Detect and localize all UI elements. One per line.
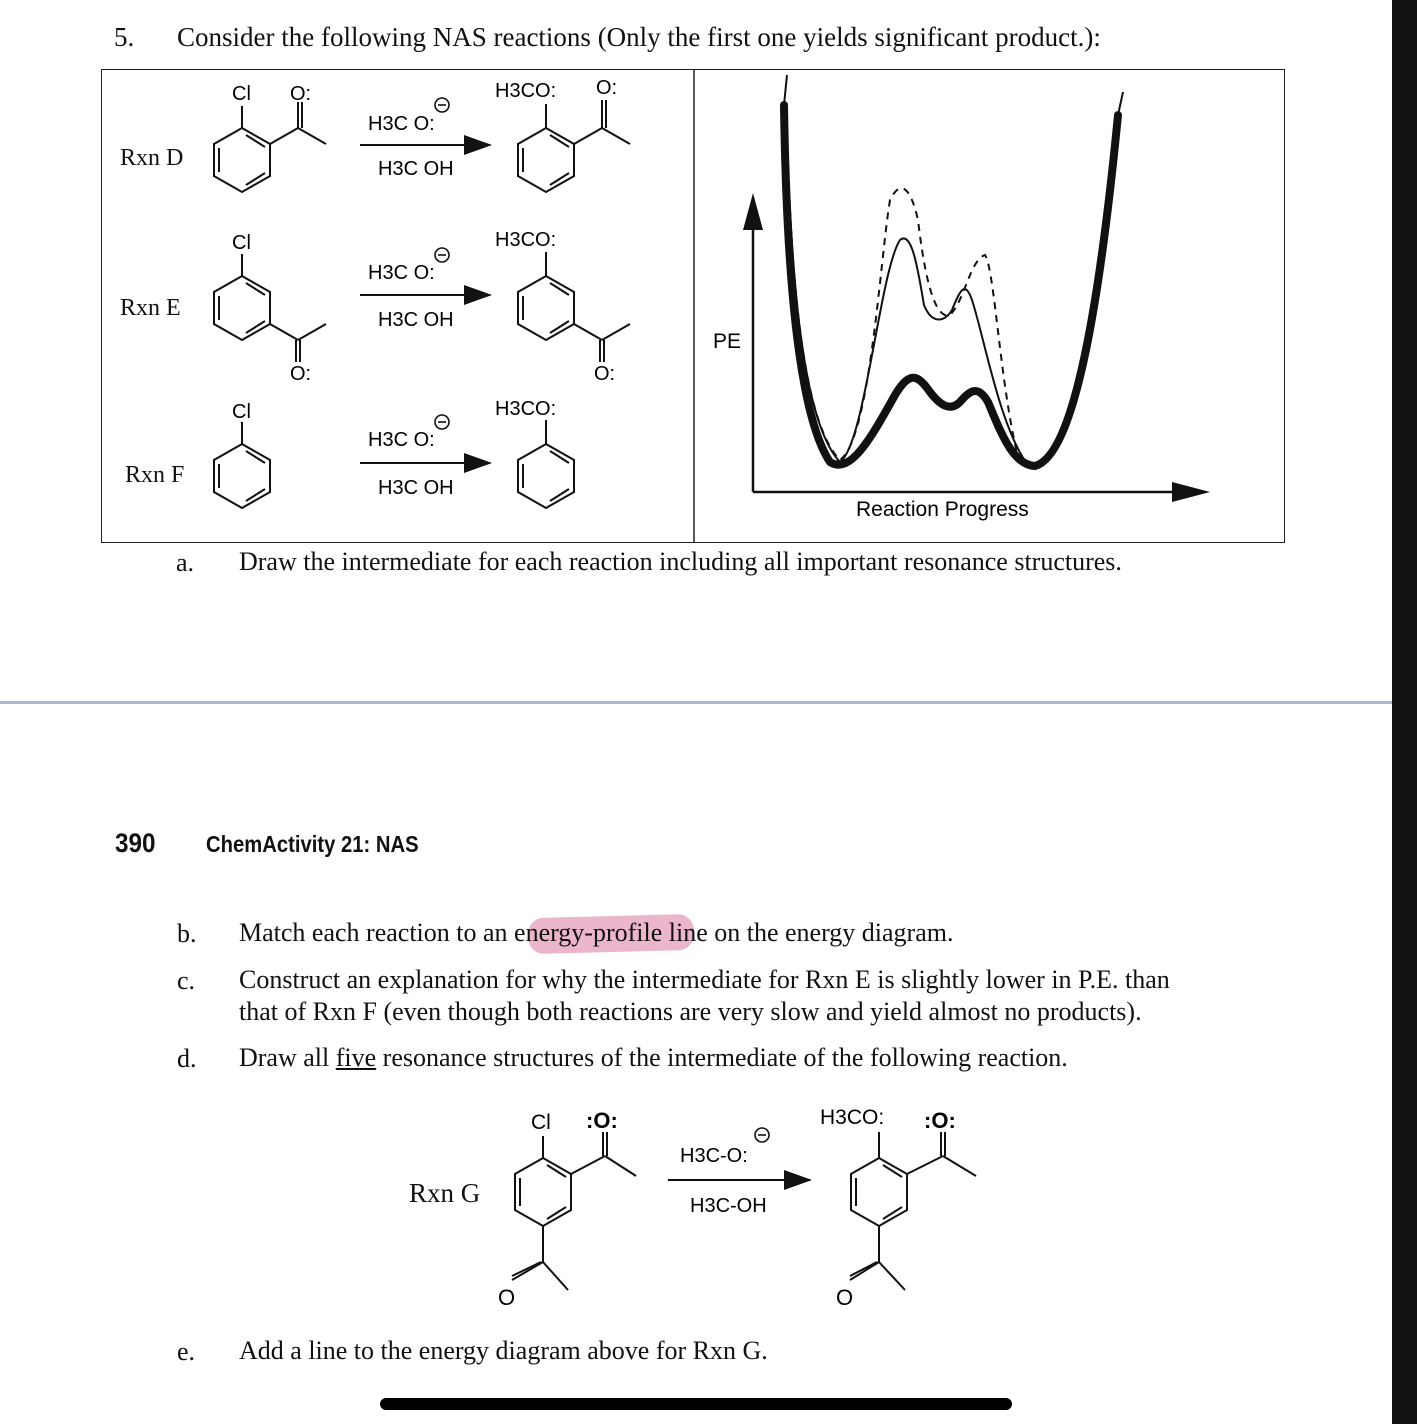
part-c-line1: Construct an explanation for why the intermediate for Rxn E is slightly lower in P.E. than — [239, 965, 1170, 994]
question-number: 5. — [114, 22, 135, 52]
pe-axis-arrowhead — [743, 193, 763, 230]
part-d-letter: d. — [177, 1044, 197, 1073]
rxn-e-reactant — [214, 254, 326, 362]
part-a-text: Draw the intermediate for each reaction including all important resonance structures. — [239, 547, 1122, 576]
rxn-e-reagent-top: H3C O: — [368, 262, 435, 284]
part-d-post: resonance structures of the intermediate of the following reaction. — [376, 1043, 1068, 1072]
rxn-d-product-ome: H3CO: — [495, 80, 557, 102]
part-d-underlined: five — [335, 1043, 377, 1072]
energy-line-tail-left — [784, 75, 787, 105]
rxn-d-product — [518, 100, 630, 192]
part-c-letter: c. — [177, 966, 196, 995]
rxn-e-reagent-bottom: H3C OH — [378, 309, 454, 331]
energy-diagram — [713, 75, 1210, 521]
page-number: 390 — [115, 828, 156, 858]
rxn-f-charge — [435, 415, 449, 429]
rxn-d-product-carbonyl: O: — [596, 77, 618, 99]
rxn-g-product-ome: H3CO: — [820, 1106, 885, 1129]
rxn-g-reagent-bottom: H3C-OH — [690, 1195, 767, 1217]
rxn-f-reactant — [214, 422, 270, 508]
part-b-text: Match each reaction to an energy-profile line on the energy diagram. — [239, 918, 954, 947]
part-a-letter: a. — [176, 548, 195, 577]
rxn-e-cl: Cl — [232, 232, 251, 254]
rxn-d-reagent-bottom: H3C OH — [378, 158, 454, 180]
part-b-letter: b. — [177, 919, 197, 948]
rxn-e-product-ome: H3CO: — [495, 229, 557, 251]
rxn-g-label: Rxn G — [409, 1178, 481, 1208]
rxn-g-product-lower-carbonyl: O — [836, 1285, 854, 1310]
part-c-line2: that of Rxn F (even though both reactions are very slow and yield almost no products). — [239, 997, 1142, 1026]
running-title: ChemActivity 21: NAS — [206, 831, 419, 857]
rxn-e-product — [518, 252, 630, 362]
rxn-g-reagent-top: H3C-O: — [680, 1145, 748, 1167]
rxn-g-product — [850, 1132, 976, 1290]
rxn-e-carbonyl: O: — [290, 363, 312, 385]
rxn-f-cl: Cl — [232, 401, 251, 423]
energy-line-tail-right — [1118, 92, 1123, 115]
pe-axis-label: PE — [713, 330, 742, 353]
rxn-f-label: Rxn F — [125, 462, 185, 488]
rxn-d-reactant — [214, 102, 326, 192]
part-e-letter: e. — [177, 1337, 196, 1366]
rxn-e-charge — [435, 248, 449, 262]
part-d-text — [239, 1042, 1068, 1074]
rxn-d-reagent-top: H3C O: — [368, 113, 435, 135]
rxn-e-label: Rxn E — [120, 295, 181, 321]
rxn-g-charge — [755, 1128, 769, 1142]
rxn-d-cl: Cl — [232, 83, 251, 105]
rxn-d-label: Rxn D — [120, 145, 184, 171]
rxn-f-product — [518, 420, 574, 508]
rxn-d-charge — [435, 98, 449, 112]
energy-line-dashed — [786, 105, 1020, 465]
rxn-e-product-carbonyl: O: — [594, 363, 616, 385]
rxn-g-reactant — [512, 1132, 636, 1290]
rxn-g-carbonyl: :O: — [586, 1108, 618, 1133]
rxn-f-reagent-top: H3C O: — [368, 429, 435, 451]
energy-line-bold — [784, 105, 1118, 466]
part-d-pre: Draw all — [239, 1043, 336, 1072]
question-prompt: Consider the following NAS reactions (Only the first one yields significant product.): — [177, 22, 1101, 52]
rxn-g-product-carbonyl: :O: — [924, 1108, 956, 1133]
page-divider — [0, 701, 1392, 704]
rxn-g-lower-carbonyl: O — [498, 1285, 516, 1310]
rxn-f-reagent-bottom: H3C OH — [378, 477, 454, 499]
rxn-g-cl: Cl — [531, 1111, 551, 1134]
progress-axis-label: Reaction Progress — [856, 498, 1029, 521]
home-indicator[interactable] — [380, 1398, 1012, 1410]
rxn-f-product-ome: H3CO: — [495, 398, 557, 420]
part-e-text: Add a line to the energy diagram above for Rxn G. — [239, 1336, 768, 1365]
window-edge — [1392, 0, 1417, 1424]
progress-axis-arrowhead — [1172, 482, 1210, 502]
rxn-d-carbonyl: O: — [290, 83, 312, 105]
